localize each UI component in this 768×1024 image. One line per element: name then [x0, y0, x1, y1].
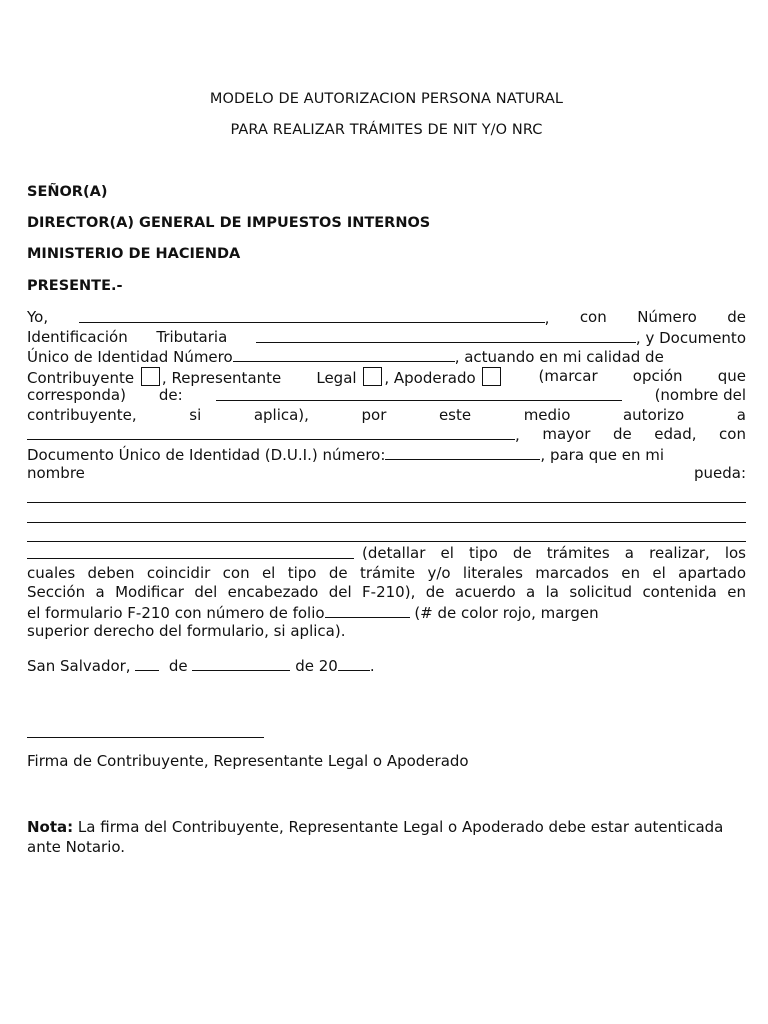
addressee-ministry: MINISTERIO DE HACIENDA: [27, 246, 241, 262]
folio-number-blank[interactable]: [325, 603, 410, 618]
addressee-title: DIRECTOR(A) GENERAL DE IMPUESTOS INTERNOS: [27, 215, 431, 231]
body-line: Contribuyente , Representante Legal , Apoderado (marcar opción que: [27, 366, 746, 387]
apoderado-checkbox[interactable]: [482, 367, 501, 386]
presente-label: PRESENTE.-: [27, 278, 123, 294]
body-line: Documento Único de Identidad (D.U.I.) número: , para que en mi: [27, 445, 665, 464]
note-label: Nota:: [27, 818, 74, 836]
body-line: , mayor de edad, con: [27, 425, 746, 445]
procedures-blank-short[interactable]: [27, 544, 354, 559]
authorization-paragraph: [27, 308, 746, 484]
nit-blank[interactable]: [256, 328, 636, 343]
body-line: el formulario F-210 con número de folio (# de color rojo, margen: [27, 603, 599, 622]
body-line: Único de Identidad Número , actuando en mi calidad de: [27, 348, 664, 366]
body-line: superior derecho del formulario, si aplica).: [27, 622, 346, 640]
note-text: La firma del Contribuyente, Representante Legal o Apoderado debe estar autenticada ante Notario.: [27, 818, 724, 856]
contribuyente-checkbox[interactable]: [141, 367, 160, 386]
authorized-dui-blank[interactable]: [385, 445, 540, 460]
note-paragraph: [27, 818, 746, 857]
document-title-line1: MODELO DE AUTORIZACION PERSONA NATURAL: [209, 91, 564, 107]
day-blank[interactable]: [135, 656, 159, 671]
body-line: corresponda) de: (nombre del: [27, 386, 746, 404]
month-blank[interactable]: [192, 656, 290, 671]
taxpayer-name-blank[interactable]: [216, 386, 622, 401]
document-page: [27, 0, 746, 1024]
text-yo: Yo,: [27, 308, 49, 326]
procedures-paragraph: [27, 544, 746, 642]
body-line: cuales deben coincidir con el tipo de trámite y/o literales marcados en el apartado: [27, 563, 746, 582]
signature-line[interactable]: [27, 737, 264, 738]
body-line: Identificación Tributaria , y Documento: [27, 327, 746, 347]
date-line: San Salvador, de de 20 .: [27, 657, 375, 675]
document-title-line2: PARA REALIZAR TRÁMITES DE NIT Y/O NRC: [230, 122, 543, 138]
salutation: SEÑOR(A): [27, 184, 108, 200]
procedures-blank-lines: [27, 488, 746, 547]
body-line: (detallar el tipo de trámites a realizar, los: [27, 544, 746, 564]
body-line: nombre pueda:: [27, 464, 746, 482]
body-line: Yo, , con Número de: [27, 308, 746, 327]
body-line: contribuyente, si aplica), por este medio autorizo a: [27, 405, 746, 424]
dui-number-blank[interactable]: [233, 347, 455, 362]
year-blank[interactable]: [338, 656, 370, 671]
procedures-blank-line[interactable]: [27, 527, 746, 542]
body-line: Sección a Modificar del encabezado del F-210), de acuerdo a la solicitud contenida en: [27, 583, 746, 601]
authorized-person-blank[interactable]: [27, 425, 515, 440]
name-blank[interactable]: [79, 308, 545, 323]
signature-caption: Firma de Contribuyente, Representante Legal o Apoderado: [27, 752, 469, 770]
procedures-blank-line[interactable]: [27, 488, 746, 503]
representante-checkbox[interactable]: [363, 367, 382, 386]
procedures-blank-line[interactable]: [27, 508, 746, 523]
